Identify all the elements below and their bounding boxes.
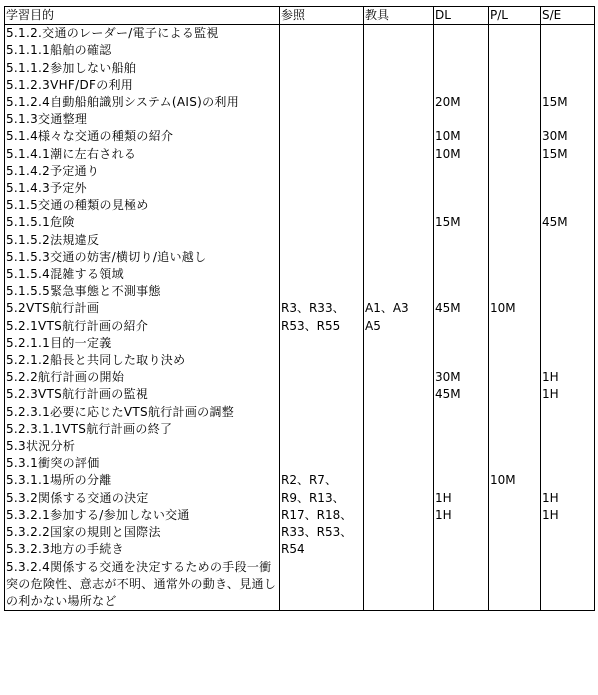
cell-dl (434, 404, 489, 421)
cell-objective: 5.2.1VTS航行計画の紹介 (5, 318, 280, 335)
cell-reference (280, 60, 364, 77)
cell-dl (434, 197, 489, 214)
cell-pl (489, 146, 541, 163)
cell-pl (489, 111, 541, 128)
table-row (5, 128, 595, 145)
table-row (5, 283, 595, 300)
header-dl: DL (434, 7, 489, 25)
cell-objective: 5.1.1.2参加しない船舶 (5, 60, 280, 77)
cell-objective: 5.3.1.1場所の分離 (5, 472, 280, 489)
table-row (5, 232, 595, 249)
cell-pl (489, 455, 541, 472)
table-row (5, 352, 595, 369)
cell-se (541, 283, 595, 300)
cell-reference (280, 249, 364, 266)
table-header (5, 7, 595, 25)
table-row (5, 60, 595, 77)
cell-pl (489, 197, 541, 214)
table-row (5, 335, 595, 352)
cell-se (541, 249, 595, 266)
table-row (5, 25, 595, 43)
cell-dl: 10M (434, 128, 489, 145)
cell-pl (489, 60, 541, 77)
cell-se (541, 60, 595, 77)
cell-pl: 10M (489, 300, 541, 317)
cell-pl (489, 541, 541, 558)
cell-se (541, 541, 595, 558)
cell-teaching-aids (364, 111, 434, 128)
cell-teaching-aids (364, 507, 434, 524)
cell-pl (489, 490, 541, 507)
cell-teaching-aids (364, 232, 434, 249)
table-row (5, 300, 595, 317)
cell-dl (434, 421, 489, 438)
cell-dl (434, 455, 489, 472)
cell-dl (434, 77, 489, 94)
header-pl: P/L (489, 7, 541, 25)
cell-teaching-aids (364, 421, 434, 438)
cell-reference (280, 111, 364, 128)
table-row (5, 146, 595, 163)
cell-se: 45M (541, 214, 595, 231)
cell-objective: 5.1.2.3VHF/DFの利用 (5, 77, 280, 94)
cell-teaching-aids (364, 146, 434, 163)
table-row (5, 197, 595, 214)
cell-objective: 5.3.2.2国家の規則と国際法 (5, 524, 280, 541)
cell-objective: 5.2.3VTS航行計画の監視 (5, 386, 280, 403)
cell-objective: 5.1.5.1危険 (5, 214, 280, 231)
cell-dl (434, 42, 489, 59)
table-row (5, 541, 595, 558)
cell-teaching-aids (364, 25, 434, 43)
cell-dl: 1H (434, 507, 489, 524)
cell-teaching-aids (364, 524, 434, 541)
cell-reference: R33、R53、 (280, 524, 364, 541)
cell-dl (434, 266, 489, 283)
cell-reference (280, 386, 364, 403)
cell-reference (280, 214, 364, 231)
header-objective: 学習目的 (5, 7, 280, 25)
cell-pl (489, 507, 541, 524)
cell-objective: 5.2.2航行計画の開始 (5, 369, 280, 386)
cell-teaching-aids (364, 386, 434, 403)
cell-dl (434, 318, 489, 335)
cell-se (541, 335, 595, 352)
cell-pl (489, 404, 541, 421)
cell-objective: 5.3.2関係する交通の決定 (5, 490, 280, 507)
cell-dl (434, 335, 489, 352)
cell-reference (280, 94, 364, 111)
cell-pl (489, 249, 541, 266)
cell-se (541, 352, 595, 369)
cell-reference (280, 352, 364, 369)
cell-se: 15M (541, 94, 595, 111)
cell-se (541, 472, 595, 489)
cell-teaching-aids (364, 438, 434, 455)
cell-pl (489, 438, 541, 455)
cell-reference (280, 163, 364, 180)
cell-se (541, 77, 595, 94)
cell-teaching-aids (364, 163, 434, 180)
table-row (5, 455, 595, 472)
cell-objective: 5.1.5.3交通の妨害/横切り/追い越し (5, 249, 280, 266)
cell-reference (280, 455, 364, 472)
table-row (5, 318, 595, 335)
cell-objective: 5.3.2.4関係する交通を決定するための手段一衝突の危険性、意志が不明、通常外の動き、見通しの利かない場所など (5, 559, 280, 611)
cell-se (541, 42, 595, 59)
cell-se (541, 421, 595, 438)
cell-dl: 30M (434, 369, 489, 386)
cell-dl (434, 524, 489, 541)
cell-teaching-aids (364, 352, 434, 369)
cell-reference (280, 335, 364, 352)
cell-pl (489, 266, 541, 283)
cell-dl (434, 249, 489, 266)
table-row (5, 214, 595, 231)
cell-reference (280, 283, 364, 300)
cell-reference: R2、R7、 (280, 472, 364, 489)
cell-pl (489, 180, 541, 197)
cell-reference (280, 128, 364, 145)
cell-teaching-aids: A5 (364, 318, 434, 335)
cell-se (541, 438, 595, 455)
cell-se (541, 266, 595, 283)
cell-pl (489, 318, 541, 335)
cell-dl (434, 352, 489, 369)
cell-pl (489, 524, 541, 541)
cell-teaching-aids (364, 490, 434, 507)
cell-dl (434, 25, 489, 43)
cell-teaching-aids (364, 42, 434, 59)
cell-pl (489, 77, 541, 94)
cell-reference: R17、R18、 (280, 507, 364, 524)
cell-dl (434, 163, 489, 180)
cell-objective: 5.2.3.1.1VTS航行計画の終了 (5, 421, 280, 438)
cell-reference (280, 77, 364, 94)
cell-objective: 5.1.5.4混雑する領域 (5, 266, 280, 283)
cell-reference (280, 421, 364, 438)
table-row (5, 94, 595, 111)
cell-objective: 5.3.2.1参加する/参加しない交通 (5, 507, 280, 524)
cell-teaching-aids (364, 369, 434, 386)
cell-pl (489, 214, 541, 231)
cell-reference: R9、R13、 (280, 490, 364, 507)
table-row (5, 490, 595, 507)
cell-objective: 5.3.2.3地方の手続き (5, 541, 280, 558)
cell-pl (489, 421, 541, 438)
cell-pl (489, 386, 541, 403)
cell-dl: 1H (434, 490, 489, 507)
cell-objective: 5.2.1.2船長と共同した取り決め (5, 352, 280, 369)
cell-teaching-aids (364, 94, 434, 111)
cell-objective: 5.1.5.5緊急事態と不測事態 (5, 283, 280, 300)
cell-objective: 5.1.2.交通のレーダー/電子による監視 (5, 25, 280, 43)
cell-se (541, 111, 595, 128)
cell-objective: 5.1.1.1船舶の確認 (5, 42, 280, 59)
cell-reference: R54 (280, 541, 364, 558)
cell-dl: 45M (434, 386, 489, 403)
cell-teaching-aids (364, 283, 434, 300)
cell-dl (434, 111, 489, 128)
cell-reference (280, 197, 364, 214)
cell-reference (280, 438, 364, 455)
table-row (5, 266, 595, 283)
header-row (5, 7, 595, 25)
table-row (5, 369, 595, 386)
cell-objective: 5.1.4様々な交通の種類の紹介 (5, 128, 280, 145)
cell-se (541, 524, 595, 541)
cell-se (541, 232, 595, 249)
cell-dl (434, 60, 489, 77)
table-row (5, 386, 595, 403)
cell-pl (489, 42, 541, 59)
cell-objective: 5.1.2.4自動船舶識別システム(AIS)の利用 (5, 94, 280, 111)
cell-pl (489, 128, 541, 145)
cell-reference: R3、R33、 (280, 300, 364, 317)
cell-objective: 5.1.5交通の種類の見極め (5, 197, 280, 214)
cell-pl (489, 559, 541, 611)
cell-se (541, 318, 595, 335)
cell-teaching-aids (364, 128, 434, 145)
cell-dl (434, 180, 489, 197)
cell-teaching-aids (364, 249, 434, 266)
curriculum-table (4, 6, 595, 611)
cell-objective: 5.1.4.2予定通り (5, 163, 280, 180)
cell-dl: 45M (434, 300, 489, 317)
cell-se (541, 559, 595, 611)
cell-pl (489, 232, 541, 249)
cell-objective: 5.1.4.1潮に左右される (5, 146, 280, 163)
table-row (5, 559, 595, 611)
cell-dl (434, 559, 489, 611)
cell-reference (280, 559, 364, 611)
cell-se: 1H (541, 507, 595, 524)
cell-dl (434, 472, 489, 489)
table-row (5, 249, 595, 266)
table-row (5, 111, 595, 128)
cell-reference (280, 266, 364, 283)
cell-se: 1H (541, 369, 595, 386)
cell-se (541, 163, 595, 180)
table-row (5, 163, 595, 180)
cell-pl (489, 163, 541, 180)
cell-se: 1H (541, 386, 595, 403)
cell-pl (489, 283, 541, 300)
cell-teaching-aids (364, 559, 434, 611)
cell-teaching-aids (364, 335, 434, 352)
table-row (5, 524, 595, 541)
cell-teaching-aids (364, 77, 434, 94)
cell-se (541, 404, 595, 421)
cell-pl (489, 94, 541, 111)
cell-dl (434, 541, 489, 558)
cell-reference (280, 180, 364, 197)
cell-teaching-aids (364, 60, 434, 77)
cell-objective: 5.1.3交通整理 (5, 111, 280, 128)
cell-dl: 15M (434, 214, 489, 231)
table-row (5, 421, 595, 438)
cell-teaching-aids (364, 180, 434, 197)
cell-reference (280, 146, 364, 163)
table-row (5, 180, 595, 197)
cell-teaching-aids (364, 197, 434, 214)
table-row (5, 77, 595, 94)
table-row (5, 507, 595, 524)
cell-se (541, 180, 595, 197)
cell-dl (434, 438, 489, 455)
cell-pl: 10M (489, 472, 541, 489)
cell-teaching-aids (364, 541, 434, 558)
cell-reference (280, 404, 364, 421)
cell-reference (280, 42, 364, 59)
cell-se (541, 455, 595, 472)
cell-pl (489, 335, 541, 352)
cell-reference (280, 232, 364, 249)
header-teaching-aids: 教具 (364, 7, 434, 25)
cell-objective: 5.2.3.1必要に応じたVTS航行計画の調整 (5, 404, 280, 421)
table-row (5, 438, 595, 455)
cell-objective: 5.1.4.3予定外 (5, 180, 280, 197)
cell-pl (489, 352, 541, 369)
cell-dl: 20M (434, 94, 489, 111)
cell-teaching-aids (364, 455, 434, 472)
cell-objective: 5.3状況分析 (5, 438, 280, 455)
cell-dl (434, 232, 489, 249)
cell-teaching-aids (364, 266, 434, 283)
cell-pl (489, 25, 541, 43)
cell-teaching-aids (364, 472, 434, 489)
cell-objective: 5.1.5.2法規違反 (5, 232, 280, 249)
cell-dl: 10M (434, 146, 489, 163)
cell-objective: 5.2.1.1目的一定義 (5, 335, 280, 352)
cell-teaching-aids (364, 404, 434, 421)
table-body (5, 25, 595, 611)
cell-reference (280, 369, 364, 386)
header-reference: 参照 (280, 7, 364, 25)
header-se: S/E (541, 7, 595, 25)
cell-se: 30M (541, 128, 595, 145)
table-row (5, 472, 595, 489)
cell-objective: 5.3.1衝突の評価 (5, 455, 280, 472)
table-row (5, 42, 595, 59)
cell-teaching-aids (364, 214, 434, 231)
cell-pl (489, 369, 541, 386)
cell-dl (434, 283, 489, 300)
cell-teaching-aids: A1、A3 (364, 300, 434, 317)
cell-se (541, 25, 595, 43)
cell-se (541, 197, 595, 214)
table-row (5, 404, 595, 421)
cell-objective: 5.2VTS航行計画 (5, 300, 280, 317)
cell-reference: R53、R55 (280, 318, 364, 335)
cell-se: 1H (541, 490, 595, 507)
cell-reference (280, 25, 364, 43)
cell-se (541, 300, 595, 317)
cell-se: 15M (541, 146, 595, 163)
